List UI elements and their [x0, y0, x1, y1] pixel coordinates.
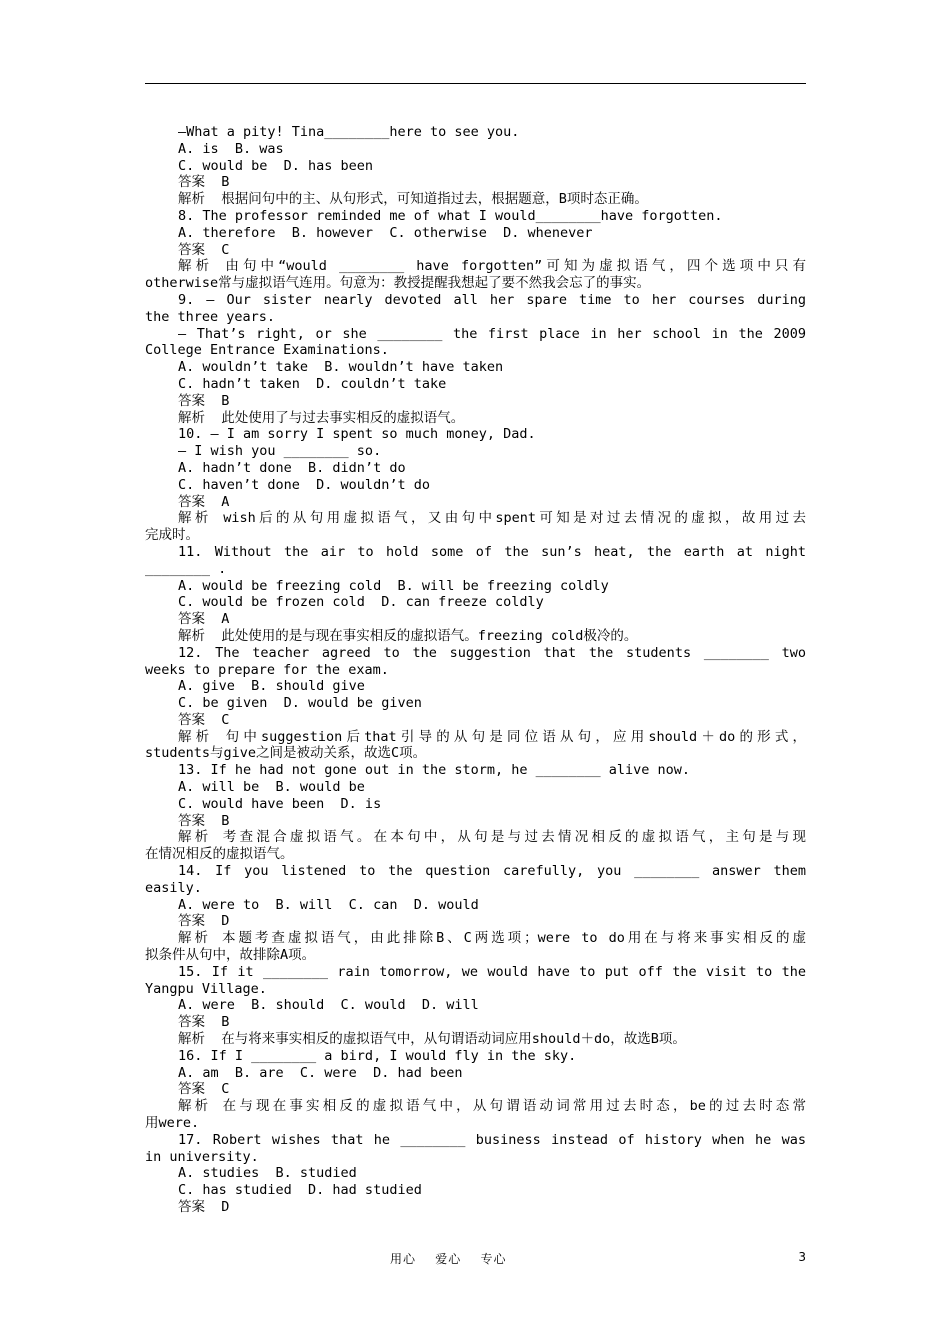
text-line: students与give之间是被动关系，故选C项。 — [145, 745, 427, 762]
header-rule — [145, 83, 806, 84]
text-line: 9. — Our sister nearly devoted all her spare time to her courses during — [178, 291, 806, 308]
text-line: A. were to B. will C. can D. would — [178, 896, 479, 913]
text-line: C. would be D. has been — [178, 157, 374, 174]
text-line: A. would be freezing cold B. will be freezing coldly — [178, 577, 609, 594]
text-line: 解析 本题考查虚拟语气，由此排除B、C两选项；were to do用在与将来事实相反的虚 — [178, 930, 806, 947]
text-line: C. hadn’t taken D. couldn’t take — [178, 375, 447, 392]
text-line: 16. If I ________ a bird, I would fly in the sky. — [178, 1047, 577, 1064]
text-line: 解析 在与现在事实相反的虚拟语气中，从句谓语动词常用过去时态，be的过去时态常 — [178, 1098, 806, 1115]
text-line: 解析 考查混合虚拟语气。在本句中，从句是与过去情况相反的虚拟语气，主句是与现 — [178, 829, 806, 846]
text-line: 解析 此处使用了与过去事实相反的虚拟语气。 — [178, 409, 465, 426]
text-line: 答案 A — [178, 493, 230, 510]
text-line: A. give B. should give — [178, 678, 365, 695]
text-line: 答案 C — [178, 711, 230, 728]
text-line: A. studies B. studied — [178, 1165, 357, 1182]
text-line: 14. If you listened to the question carefully, you ________ answer them — [178, 863, 806, 880]
text-line: A. will be B. would be — [178, 779, 365, 796]
text-line: C. has studied D. had studied — [178, 1182, 422, 1199]
text-line: 解析 根据问句中的主、从句形式，可知道指过去，根据题意，B项时态正确。 — [178, 191, 648, 208]
text-line: Yangpu Village. — [145, 980, 267, 997]
text-line: 解析 此处使用的是与现在事实相反的虚拟语气。freezing cold极冷的。 — [178, 627, 638, 644]
text-line: 解析 句中suggestion后that引导的从句是同位语从句，应用should＋do的形式， — [178, 728, 806, 745]
text-line: 答案 B — [178, 1014, 230, 1031]
text-line: 11. Without the air to hold some of the sun’s heat, the earth at night — [178, 543, 806, 560]
text-line: 解析 wish后的从句用虚拟语气，又由句中spent可知是对过去情况的虚拟，故用过去 — [178, 510, 806, 527]
text-line: otherwise常与虚拟语气连用。句意为：教授提醒我想起了要不然我会忘了的事实。 — [145, 275, 651, 292]
text-line: 答案 D — [178, 913, 230, 930]
text-line: 答案 B — [178, 392, 230, 409]
text-line: 用were. — [145, 1115, 200, 1132]
text-line: 答案 A — [178, 611, 230, 628]
text-line: the three years. — [145, 308, 276, 325]
text-line: 答案 C — [178, 241, 230, 258]
text-line: 答案 B — [178, 174, 230, 191]
text-line: 拟条件从句中，故排除A项。 — [145, 947, 316, 964]
text-line: ________ . — [145, 560, 227, 577]
text-line: A. hadn’t done B. didn’t do — [178, 459, 406, 476]
text-line: in university. — [145, 1148, 259, 1165]
text-line: A. therefore B. however C. otherwise D. whenever — [178, 224, 593, 241]
text-line: College Entrance Examinations. — [145, 342, 389, 359]
text-line: A. wouldn’t take B. wouldn’t have taken — [178, 359, 504, 376]
text-line: 10. — I am sorry I spent so much money, Dad. — [178, 426, 536, 443]
text-line: 8. The professor reminded me of what I would________have forgotten. — [178, 207, 723, 224]
text-line: weeks to prepare for the exam. — [145, 661, 389, 678]
text-line: 解析 在与将来事实相反的虚拟语气中，从句谓语动词应用should＋do，故选B项。 — [178, 1031, 686, 1048]
page-footer — [145, 1250, 806, 1268]
text-line: C. would be frozen cold D. can freeze coldly — [178, 594, 544, 611]
text-line: A. am B. are C. were D. had been — [178, 1064, 463, 1081]
text-line: A. is B. was — [178, 140, 284, 157]
text-line: C. be given D. would be given — [178, 695, 422, 712]
text-line: easily. — [145, 879, 202, 896]
footer-motto: 用心 爱心 专心 — [390, 1252, 507, 1266]
text-line: 在情况相反的虚拟语气。 — [145, 846, 294, 863]
text-line: 17. Robert wishes that he ________ business instead of history when he was — [178, 1131, 806, 1148]
text-line: 13. If he had not gone out in the storm, he ________ alive now. — [178, 762, 691, 779]
page-number: 3 — [798, 1250, 806, 1264]
text-line: 解析 由句中“would ________ have forgotten”可知为虚拟语气，四个选项中只有 — [178, 258, 806, 275]
text-line: 答案 B — [178, 812, 230, 829]
text-line: 12. The teacher agreed to the suggestion that the students ________ two — [178, 644, 806, 661]
text-line: 答案 C — [178, 1081, 230, 1098]
text-line: — That’s right, or she ________ the first place in her school in the 2009 — [178, 325, 806, 342]
text-line: A. were B. should C. would D. will — [178, 997, 479, 1014]
text-line: — I wish you ________ so. — [178, 443, 382, 460]
text-line: —What a pity! Tina________here to see you. — [178, 124, 520, 140]
text-line: 答案 D — [178, 1199, 230, 1215]
text-line: C. haven’t done D. wouldn’t do — [178, 476, 430, 493]
text-line: 15. If it ________ rain tomorrow, we would have to put off the visit to the — [178, 963, 806, 980]
text-line: C. would have been D. is — [178, 795, 382, 812]
text-line: 完成时。 — [145, 527, 199, 544]
document-body — [145, 124, 806, 1216]
